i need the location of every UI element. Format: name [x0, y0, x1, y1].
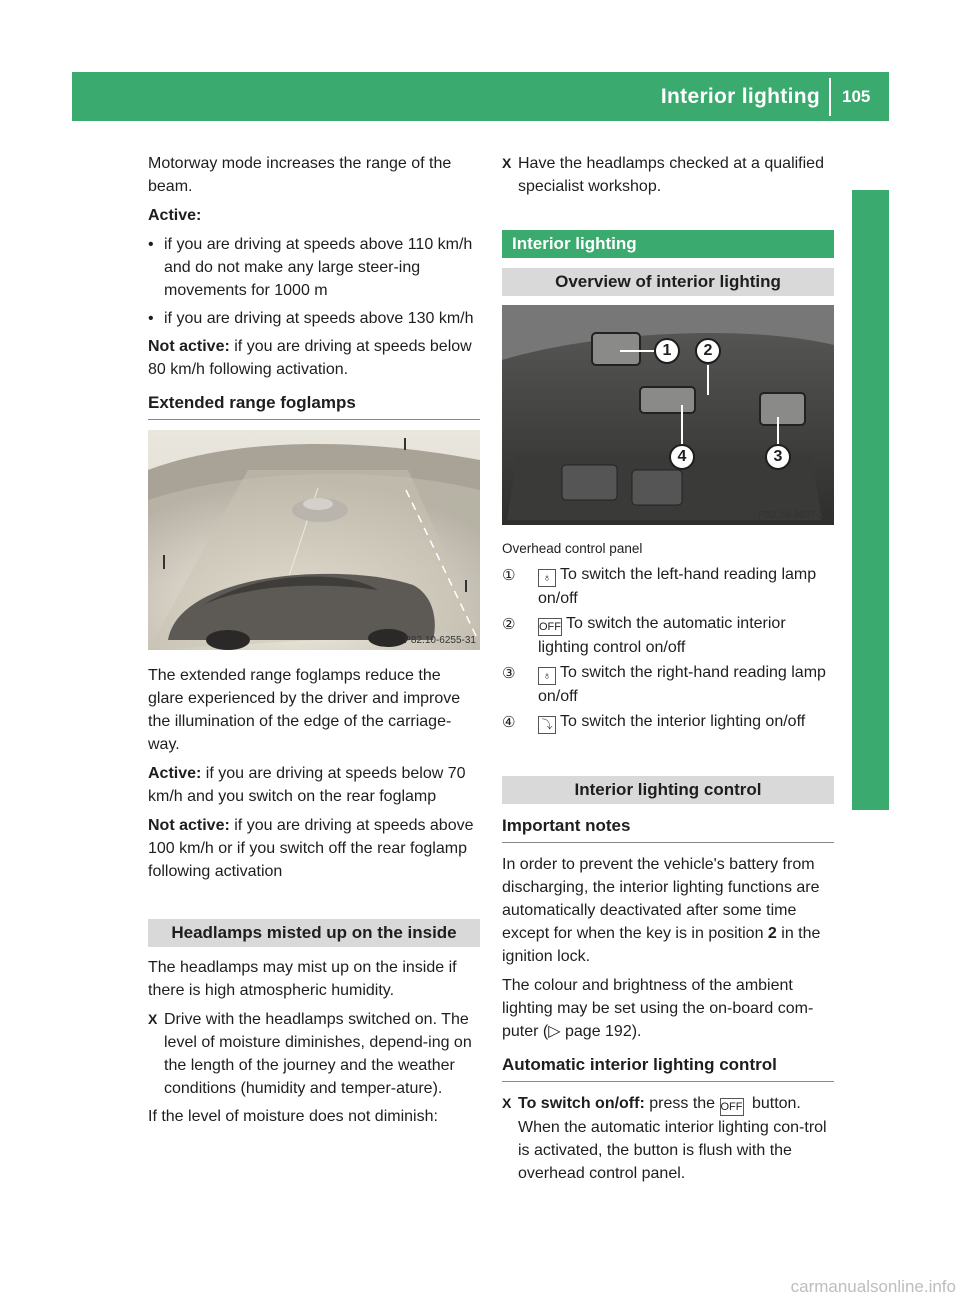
- not-active-text: Not active: if you are driving at speeds below 80 km/h following activation.: [148, 338, 472, 378]
- foglamps-text: The extended range foglamps reduce the glare experienced by the driver and improve the illumination of the edge of the carriage-way.: [148, 667, 461, 753]
- right-column: [502, 152, 834, 1190]
- reading-lamp-icon: ♁: [538, 667, 556, 685]
- callout-1: 1: [654, 338, 680, 364]
- bullet-icon: •: [148, 236, 154, 253]
- list-item: ③ ♁ To switch the right-hand reading lamp on/off: [502, 664, 826, 705]
- image-caption: Overhead control panel: [502, 541, 643, 556]
- image-code: P82.10-6255-31: [404, 635, 476, 646]
- notes-heading: Important notes: [502, 814, 834, 843]
- control-heading: Interior lighting control: [502, 776, 834, 804]
- overview-heading: Overview of interior lighting: [502, 268, 834, 296]
- step-icon: X: [148, 1011, 158, 1027]
- footer-watermark: carmanualsonline.info: [790, 1277, 956, 1296]
- callout-4: 4: [669, 444, 695, 470]
- step-icon: X: [502, 1095, 512, 1111]
- list-item: X To switch on/off: press the OFF button. When the automatic interior lighting con-trol is activated, the button is flush with the overhead control panel.: [502, 1092, 834, 1185]
- side-tab: [850, 380, 890, 800]
- auto-light-icon: OFF: [538, 618, 562, 636]
- list-item: • if you are driving at speeds above 110 km/h and do not make any large steer-ing movements for 1000 m: [148, 233, 480, 302]
- side-tab-label: Lights and windscreen wipers: [858, 440, 882, 740]
- fog-not-active-text: Not active: if you are driving at speeds above 100 km/h or if you switch off the rear foglamp following activation: [148, 817, 474, 880]
- fog-active-text: Active: if you are driving at speeds below 70 km/h and you switch on the rear foglamp: [148, 765, 466, 805]
- reading-lamp-icon: ♁: [538, 569, 556, 587]
- misted-heading: Headlamps misted up on the inside: [148, 919, 480, 947]
- ambient-text: The colour and brightness of the ambient lighting may be set using the on-board com-puter (▷ page 192).: [502, 977, 814, 1040]
- overhead-panel-image: [502, 305, 834, 525]
- callout-2: 2: [695, 338, 721, 364]
- item-number: ①: [502, 567, 516, 584]
- item-number: ②: [502, 616, 516, 633]
- callout-3: 3: [765, 444, 791, 470]
- misted-text: The headlamps may mist up on the inside if there is high atmospheric humidity.: [148, 959, 457, 999]
- foglamps-illustration: [148, 430, 480, 650]
- list-item: ② OFF To switch the automatic interior lighting control on/off: [502, 615, 786, 656]
- section-title: Interior lighting: [502, 230, 834, 258]
- misted-after: If the level of moisture does not diminish:: [148, 1108, 438, 1125]
- item-number: ③: [502, 665, 516, 682]
- list-item: ④ ⤵ To switch the interior lighting on/off: [502, 710, 834, 734]
- foglamps-image: [148, 430, 480, 650]
- item-number: ④: [502, 714, 516, 731]
- foglamps-heading: Extended range foglamps: [148, 391, 480, 420]
- header-divider: [829, 78, 831, 116]
- auto-heading: Automatic interior lighting control: [502, 1053, 834, 1082]
- list-item: ① ♁ To switch the left-hand reading lamp on/off: [502, 566, 817, 607]
- auto-light-icon: OFF: [720, 1098, 744, 1116]
- page-number: 105: [842, 87, 871, 106]
- list-item: • if you are driving at speeds above 130 km/h: [148, 307, 480, 330]
- page-title: Interior lighting: [660, 85, 820, 108]
- active-label: Active:: [148, 207, 202, 224]
- step-icon: X: [502, 155, 512, 171]
- bullet-icon: •: [148, 310, 154, 327]
- image-code: P82.20-3637-31: [758, 510, 830, 521]
- left-column: [148, 152, 480, 1134]
- notes-text: In order to prevent the vehicle's battery from discharging, the interior lighting functions are automatically deactivated after some time except for when the key is in position 2 in the ignition lock.: [502, 856, 821, 965]
- list-item: X Drive with the headlamps switched on. The level of moisture diminishes, depend-ing on the length of the journey and the weather conditions (humidity and temper-ature).: [148, 1008, 480, 1100]
- list-item: X Have the headlamps checked at a qualified specialist workshop.: [502, 152, 834, 198]
- intro-text: Motorway mode increases the range of the beam.: [148, 155, 452, 195]
- interior-light-icon: ⤵: [538, 716, 556, 734]
